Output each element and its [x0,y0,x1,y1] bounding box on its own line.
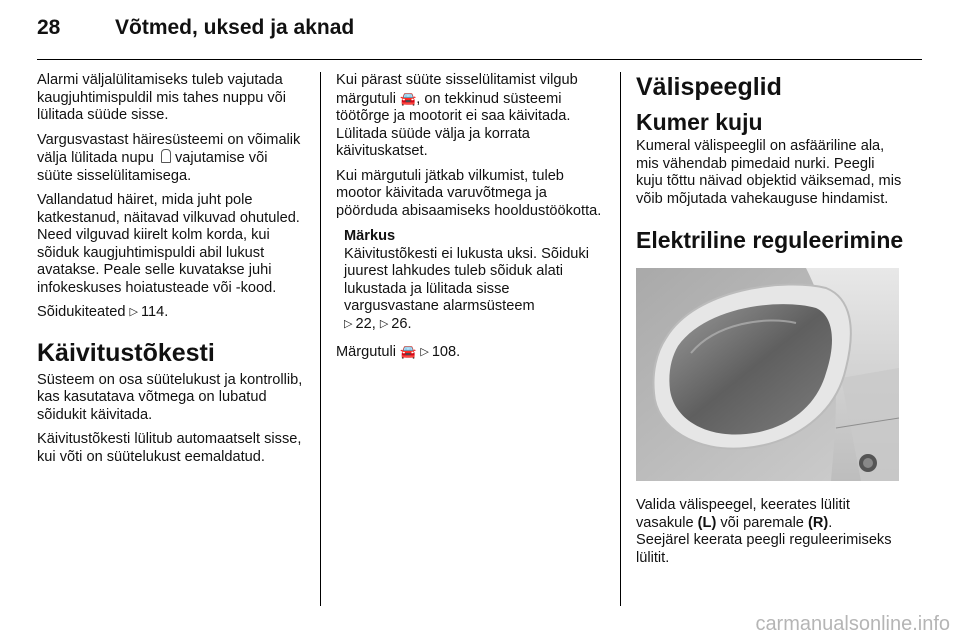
column-2 [336,72,606,369]
text: Märgutuli [336,344,397,360]
page-title: Võtmed, uksed ja aknad [115,16,355,39]
watermark: carmanualsonline.info [755,613,950,635]
header-rule [37,59,922,60]
column-divider-2 [620,72,621,606]
paragraph [336,72,606,161]
car-lock-icon: 🚘 [400,90,417,106]
section-heading: Välispeeglid [636,73,782,101]
page-ref[interactable]: 108. [431,344,461,360]
text: Vargusvastast häiresüsteemi on võimalik välja lülitada nupu [37,131,301,166]
subsection-heading: Elektriline reguleerimine [636,227,904,253]
paragraph [37,132,307,186]
left-label: (L) [697,514,717,531]
text: Käivitustõkesti ei lukusta uksi. Sõiduki juurest lahkudes tuleb sõiduk alati lukustada ja lülitada sisse vargusvastane alarmsüsteem [344,245,589,314]
triangle-right-icon: ▷ [129,306,138,318]
text: Valida välispeegel, keerates lülitit vasakule [636,497,850,531]
column-divider-1 [320,72,321,606]
text: . [828,514,833,531]
page-ref[interactable]: 22, [355,315,376,332]
paragraph: Kui märgutuli jätkab vilkumist, tuleb mootor käivitada varuvõtmega ja pöörduda abisaamiseks hooldustöökotta. [336,167,602,219]
paragraph: Kumeral välispeeglil on asfääriline ala, mis vähendab pimedaid nurki. Peegli kuju tõttu näivad objektid väiksemad, mis võib mõjutada vahekauguse hindamist. [636,138,902,207]
column-3 [636,72,904,574]
page-number: 28 [37,16,61,39]
paragraph [336,343,606,362]
page-header [37,16,354,40]
column-1 [37,72,307,473]
text: või paremale [720,514,804,531]
note-text [344,246,606,334]
paragraph: Käivitustõkesti lülitub automaatselt sisse, kui võti on süütelukust eemaldatud. [37,431,302,465]
text: vajutamise või süüte sisselülitamisega. [37,150,268,184]
paragraph: Vallandatud häiret, mida juht pole katkestanud, näitavad vilkuvad ohutuled. Need vilguvad kiirelt kolm korda, kui sõiduk kaugjuhtimispuldi abil lukust avatakse. Peale selle kuvatakse juhi infokeskuses hoiatusteade või -kood. [37,192,300,296]
page-ref[interactable]: 114. [140,304,169,320]
note-title: Märkus [344,228,396,244]
paragraph [636,497,904,567]
text: Seejärel keerata peegli reguleerimiseks lülitit. [636,532,892,566]
side-mirror-photo [636,268,899,481]
paragraph [37,304,307,322]
triangle-right-icon: ▷ [420,346,429,358]
car-lock-icon: 🚘 [400,344,417,359]
page-ref[interactable]: 26. [391,315,412,332]
section-heading: Käivitustõkesti [37,338,215,367]
text: Kui pärast süüte sisselülitamist vilgub märgutuli [336,72,578,107]
triangle-right-icon: ▷ [379,317,389,330]
note-box [344,228,606,333]
paragraph: Süsteem on osa süütelukust ja kontrollib, kas kasutatava võtmega on lubatud sõidukit käivitada. [37,371,303,423]
paragraph: Alarmi väljalülitamiseks tuleb vajutada kaugjuhtimispuldil mis tahes nuppu või lülitada süüde sisse. [37,72,287,123]
text: , on tekkinud süsteemi töötõrge ja mootorit ei saa käivitada. Lülitada süüde välja ja korrata käivituskatset. [336,90,571,159]
text: Sõidukiteated [37,304,126,320]
right-label: (R) [808,514,829,531]
key-button-icon [161,149,171,163]
subsection-heading: Kumer kuju [636,109,763,135]
triangle-right-icon: ▷ [344,317,353,330]
